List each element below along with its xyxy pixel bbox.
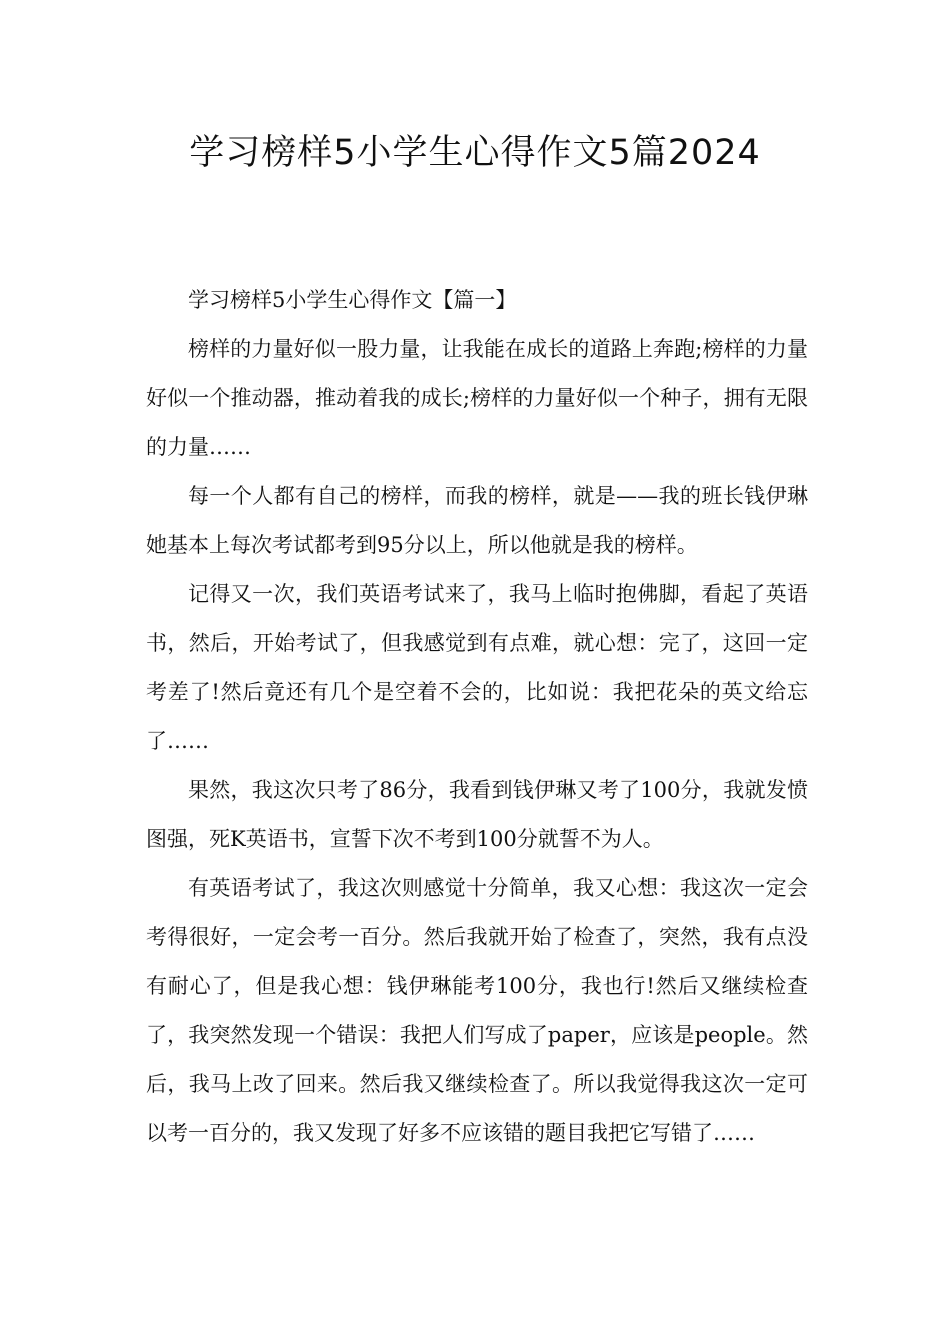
paragraph-2: 每一个人都有自己的榜样，而我的榜样，就是——我的班长钱伊琳她基本上每次考试都考到95分以上，所以他就是我的榜样。	[146, 484, 808, 557]
paragraph-4: 果然，我这次只考了86分，我看到钱伊琳又考了100分，我就发愤图强，死K英语书，宣誓下次不考到100分就誓不为人。	[146, 778, 808, 851]
section-heading: 学习榜样5小学生心得作文【篇一】	[188, 288, 517, 312]
paragraph-1: 榜样的力量好似一股力量，让我能在成长的道路上奔跑;榜样的力量好似一个推动器，推动着我的成长;榜样的力量好似一个种子，拥有无限的力量……	[146, 337, 808, 459]
document-title: 学习榜样5小学生心得作文5篇2024	[189, 133, 761, 173]
paragraph-5: 有英语考试了，我这次则感觉十分简单，我又心想：我这次一定会考得很好，一定会考一百分。然后我就开始了检查了，突然，我有点没有耐心了，但是我心想：钱伊琳能考100分，我也行!然后又继续检查了，我突然发现一个错误：我把人们写成了paper，应该是people。然后，我马上改了回来。然后我又继续检查了。所以我觉得我这次一定可以考一百分的，我又发现了好多不应该错的题目我把它写错了……	[146, 876, 808, 1145]
document-body	[146, 276, 808, 1158]
paragraph-3: 记得又一次，我们英语考试来了，我马上临时抱佛脚，看起了英语书，然后，开始考试了，但我感觉到有点难，就心想：完了，这回一定考差了!然后竟还有几个是空着不会的，比如说：我把花朵的英文给忘了……	[146, 582, 808, 753]
